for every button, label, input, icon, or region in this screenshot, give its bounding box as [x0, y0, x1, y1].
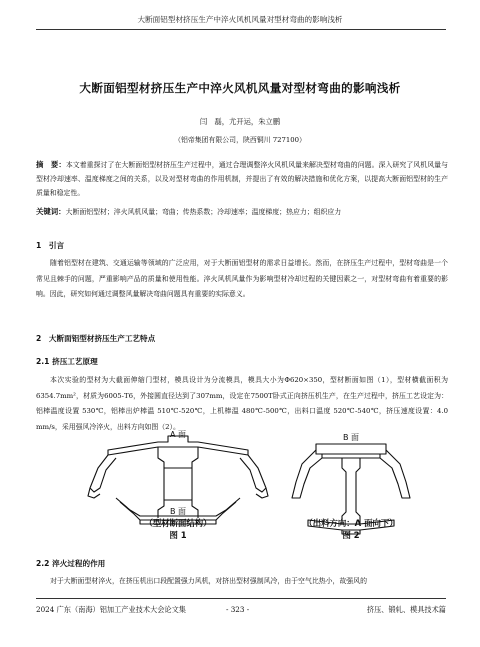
figure-2-caption: （出料方向：A 面向下）: [304, 518, 398, 528]
running-header: 大断面铝型材挤压生产中淬火风机风量对型材弯曲的影响浅析: [137, 15, 343, 24]
footer-rule: [36, 598, 446, 599]
footer-proceedings: 2024 广东（南海）铝加工产业技术大会论文集: [36, 605, 186, 614]
figure-1-caption: （型材断面结构）: [144, 518, 212, 528]
section-1-paragraph: 随着铝型材在建筑、交通运输等领域的广泛应用，对于大断面铝型材的需求日益增长。然而，在挤压生产过程中，型材弯曲是一个常见且棘手的问题，严重影响产品的质量和使用性能。淬火风机风量作为影响型材冷却过程的关键因素之一，对型材弯曲有着重要的影响。因此，研究如何通过调整风量解决弯曲问题具有重要的实际意义。: [36, 259, 448, 298]
keywords-text: 大断面铝型材；淬火风机风量；弯曲；传热系数；冷却速率；温度梯度；热应力；组织应力: [65, 208, 342, 216]
section-1-heading: 1 引言: [36, 241, 65, 250]
header-rule: [36, 29, 446, 30]
footer-section: 挤压、锻轧、模具技术篇: [366, 605, 446, 614]
section-2-heading: 2 大断面铝型材挤压生产工艺特点: [36, 334, 156, 343]
figure-1-number: 图 1: [169, 530, 187, 540]
section-2-1-heading: 2.1 挤压工艺原理: [36, 357, 98, 366]
authors: 闫 磊，尤开运，朱立鹏: [199, 117, 281, 126]
affiliation: （铝帝集团有限公司，陕西铜川 727100）: [174, 136, 306, 144]
figure-1-bottom-label: B 面: [169, 507, 187, 516]
figure-2-top-label: B 面: [342, 433, 360, 442]
abstract: [36, 158, 448, 200]
keywords-label: 关键词：: [36, 207, 66, 216]
abstract-text: 本文着重探讨了在大断面铝型材挤压生产过程中，通过合理调整淬火风机风量来解决型材弯曲的问题。深入研究了风机风量与型材冷却速率、温度梯度之间的关系，以及对型材弯曲的作用机制，并提出了有效的解决措施和优化方案，以提高大断面铝型材的生产质量和稳定性。: [36, 161, 448, 197]
abstract-label: 摘 要：: [36, 160, 66, 169]
figure-profile-diagrams: [60, 428, 440, 548]
section-2-1-paragraph: 本次实验的型材为大截面伸缩门型材，模具设计为分流模具，模具大小为Φ620×350，型材断面如图（1），型材横截面积为6354.7mm²，材质为6005-T6，外接圆直径达到了307mm，设定在7500T卧式正向挤压机生产，在生产过程中，挤压工艺设定为：铝棒温度设置 530℃，铝棒出炉棒温 510℃-520℃，上机棒温 480℃-500℃，出料口温度 520℃-540℃，挤压速度设置：4.0 mm/s，采用强风冷淬火，出料方向如图（2）。: [36, 376, 448, 431]
figure-2-number: 图 2: [342, 530, 360, 540]
keywords: [36, 205, 448, 219]
section-2-2-paragraph: 对于大断面型材淬火，在挤压机出口段配置强力风机，对挤出型材强制风冷，由于空气比热小，故强风的: [50, 577, 367, 585]
figure-1-top-label: A 面: [169, 430, 187, 439]
paper-title: 大断面铝型材挤压生产中淬火风机风量对型材弯曲的影响浅析: [79, 81, 401, 95]
page-number: - 323 -: [226, 605, 250, 614]
section-2-2-heading: 2.2 淬火过程的作用: [36, 559, 106, 568]
